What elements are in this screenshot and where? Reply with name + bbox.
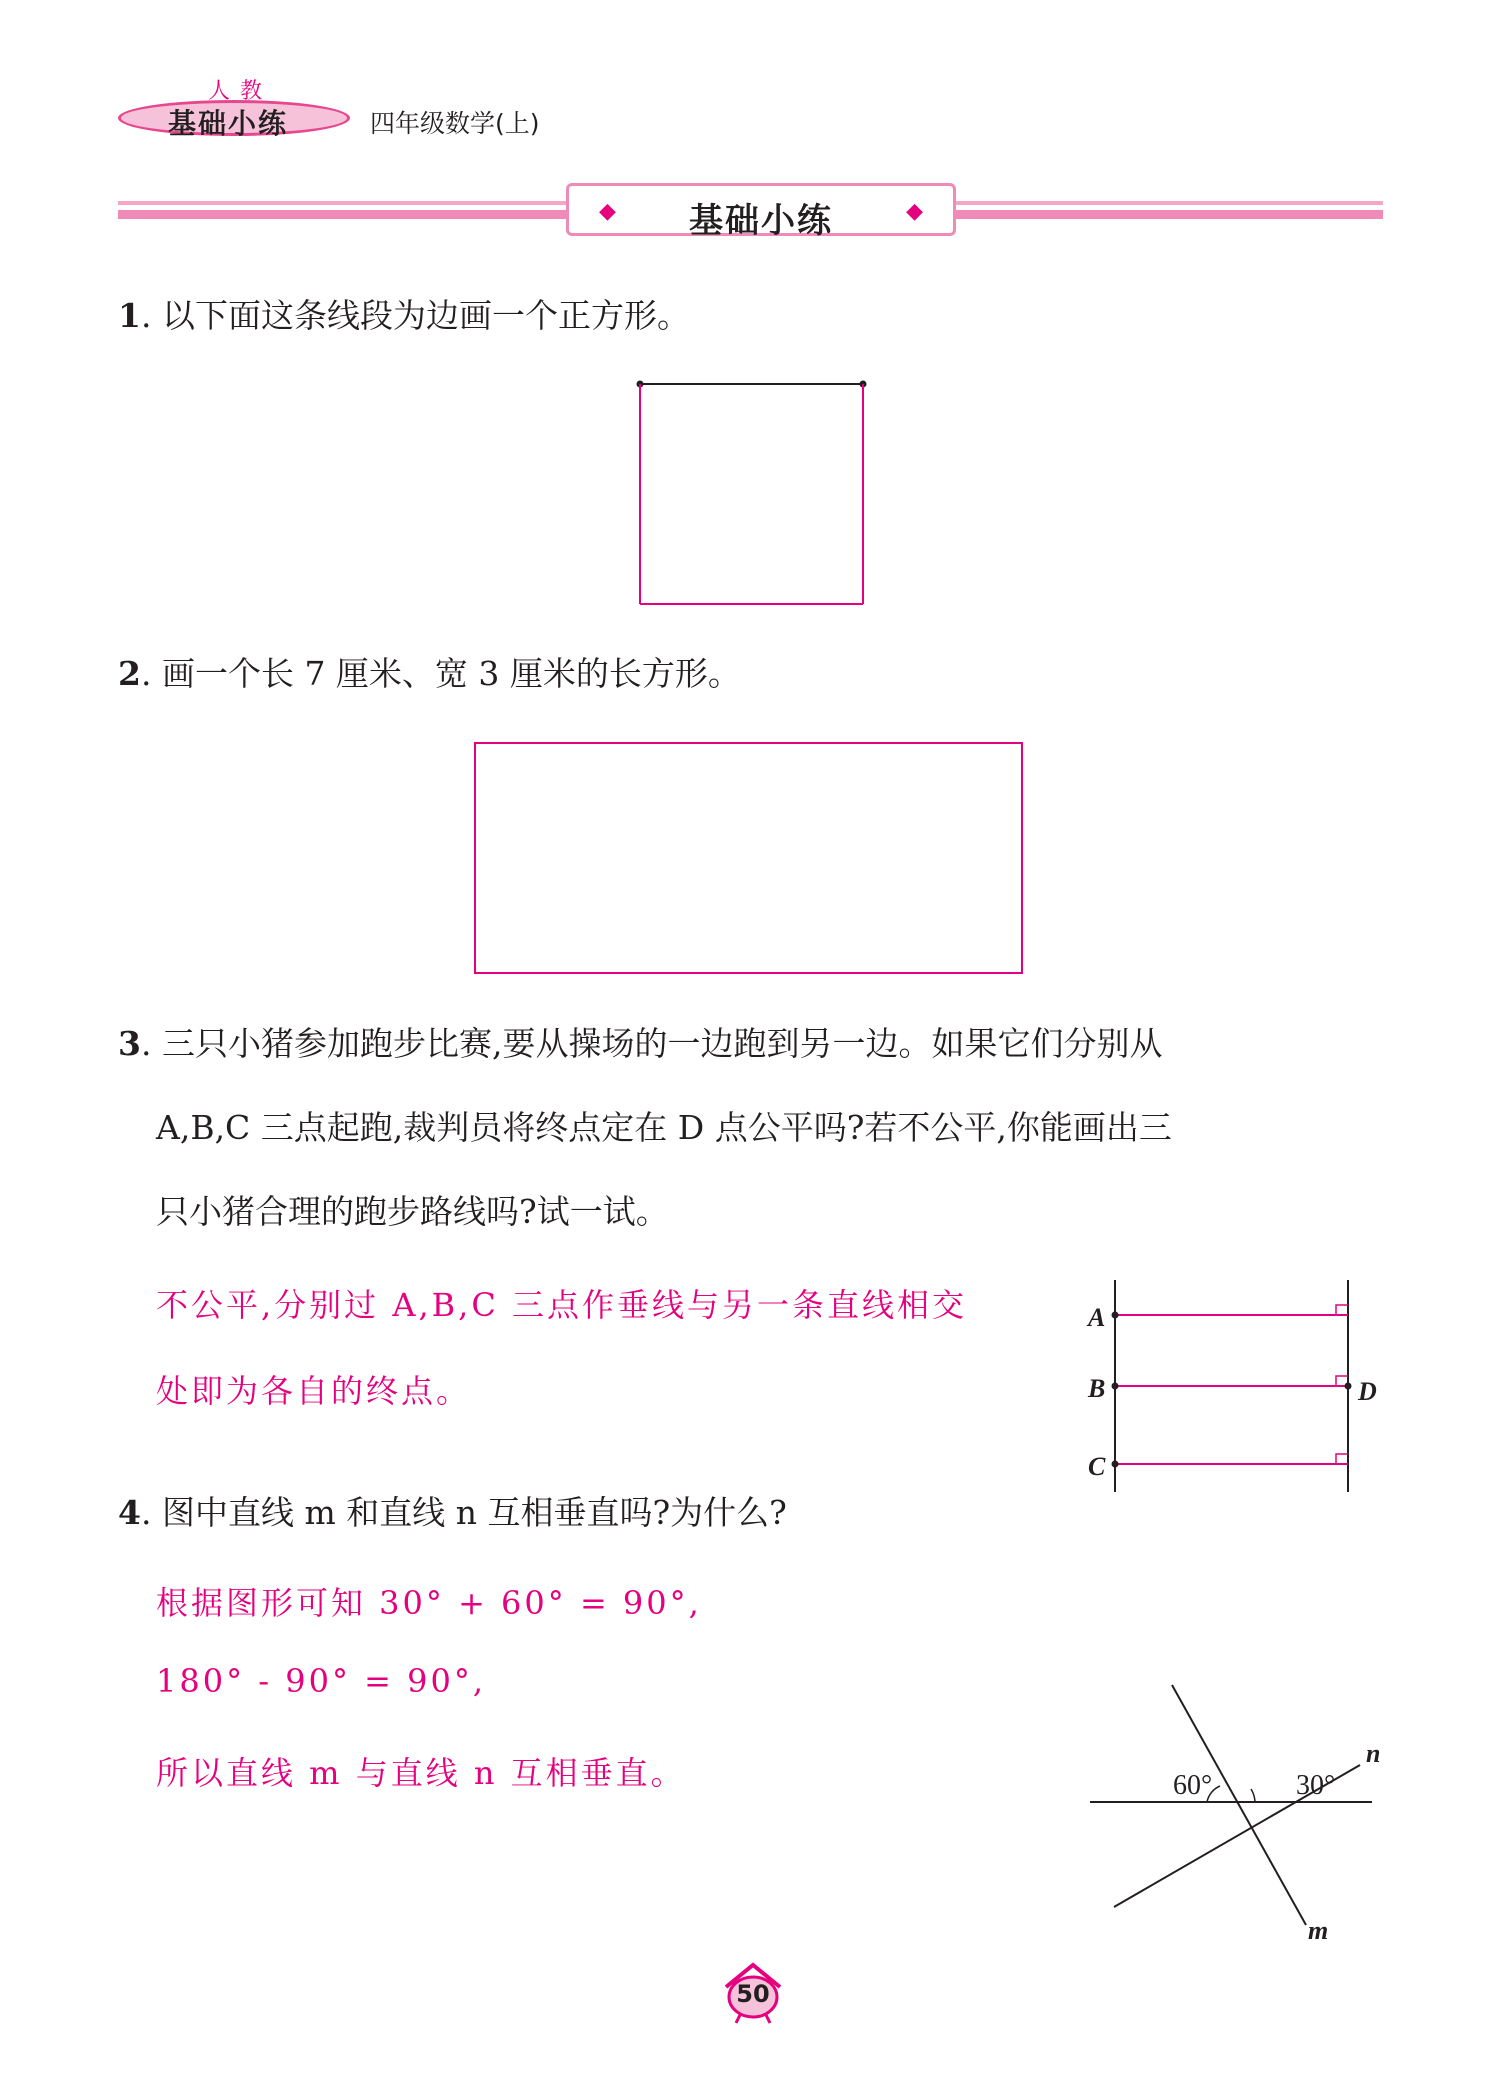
right-angle-mark — [1336, 1305, 1348, 1315]
point-d — [1345, 1383, 1352, 1390]
label-n: n — [1366, 1739, 1381, 1768]
diamond-right-icon: ◆ — [906, 199, 923, 224]
question-text-line: 三只小猪参加跑步比赛,要从操场的一边跑到另一边。如果它们分别从 — [161, 1024, 1163, 1063]
publisher-tag: 人教 — [208, 79, 273, 104]
line-m — [1172, 1685, 1306, 1925]
badge-foot — [736, 2015, 740, 2023]
badge-foot — [766, 2015, 770, 2023]
pigs-race-figure — [1080, 1270, 1390, 1500]
angle-label-30: 30° — [1296, 1770, 1336, 1801]
square-figure — [630, 378, 870, 613]
right-angle-mark — [1336, 1454, 1348, 1464]
label-a: A — [1088, 1303, 1106, 1332]
question-number: 3 — [118, 1024, 141, 1063]
question-text: 画一个长 7 厘米、宽 3 厘米的长方形。 — [161, 654, 741, 693]
diamond-left-icon: ◆ — [599, 199, 616, 224]
label-c: C — [1088, 1452, 1106, 1481]
question-3-line-3: 只小猪合理的跑步路线吗?试一试。 — [156, 1192, 669, 1231]
answer-3-line-2: 处即为各自的终点。 — [156, 1372, 472, 1410]
question-number: 1 — [118, 296, 141, 335]
question-text: 以下面这条线段为边画一个正方形。 — [161, 296, 690, 335]
question-4: 4. 图中直线 m 和直线 n 互相垂直吗?为什么? — [118, 1493, 787, 1532]
drawn-rectangle — [475, 743, 1022, 973]
angle-label-60: 60° — [1173, 1770, 1213, 1801]
question-1: 1. 以下面这条线段为边画一个正方形。 — [118, 296, 690, 335]
question-number: 2 — [118, 654, 141, 693]
point-a — [1112, 1312, 1119, 1319]
rectangle-figure — [470, 738, 1030, 978]
question-text: 图中直线 m 和直线 n 互相垂直吗?为什么? — [161, 1493, 787, 1532]
page-number: 50 — [736, 1980, 770, 2008]
point-b — [1112, 1383, 1119, 1390]
intersecting-lines-figure — [1080, 1670, 1400, 1950]
grade-subject: 四年级数学(上) — [370, 109, 540, 138]
section-title: 基础小练 — [689, 201, 833, 241]
angle-arc-30 — [1251, 1789, 1255, 1802]
answer-3-line-1: 不公平,分别过 A,B,C 三点作垂线与另一条直线相交 — [156, 1286, 967, 1324]
question-number: 4 — [118, 1493, 141, 1532]
question-3-line-2: A,B,C 三点起跑,裁判员将终点定在 D 点公平吗?若不公平,你能画出三 — [156, 1108, 1172, 1147]
section-title-box — [566, 183, 956, 241]
question-2: 2. 画一个长 7 厘米、宽 3 厘米的长方形。 — [118, 654, 741, 693]
label-b: B — [1088, 1374, 1106, 1403]
answer-4-line-2: 180° - 90° = 90°, — [156, 1662, 486, 1700]
series-title: 基础小练 — [168, 107, 289, 140]
question-3: 3. 三只小猪参加跑步比赛,要从操场的一边跑到另一边。如果它们分别从 — [118, 1024, 1163, 1063]
label-m: m — [1308, 1916, 1329, 1945]
answer-4-line-1: 根据图形可知 30° + 60° = 90°, — [156, 1584, 702, 1622]
label-d: D — [1358, 1377, 1377, 1406]
point-c — [1112, 1461, 1119, 1468]
answer-4-line-3: 所以直线 m 与直线 n 互相垂直。 — [156, 1754, 686, 1792]
